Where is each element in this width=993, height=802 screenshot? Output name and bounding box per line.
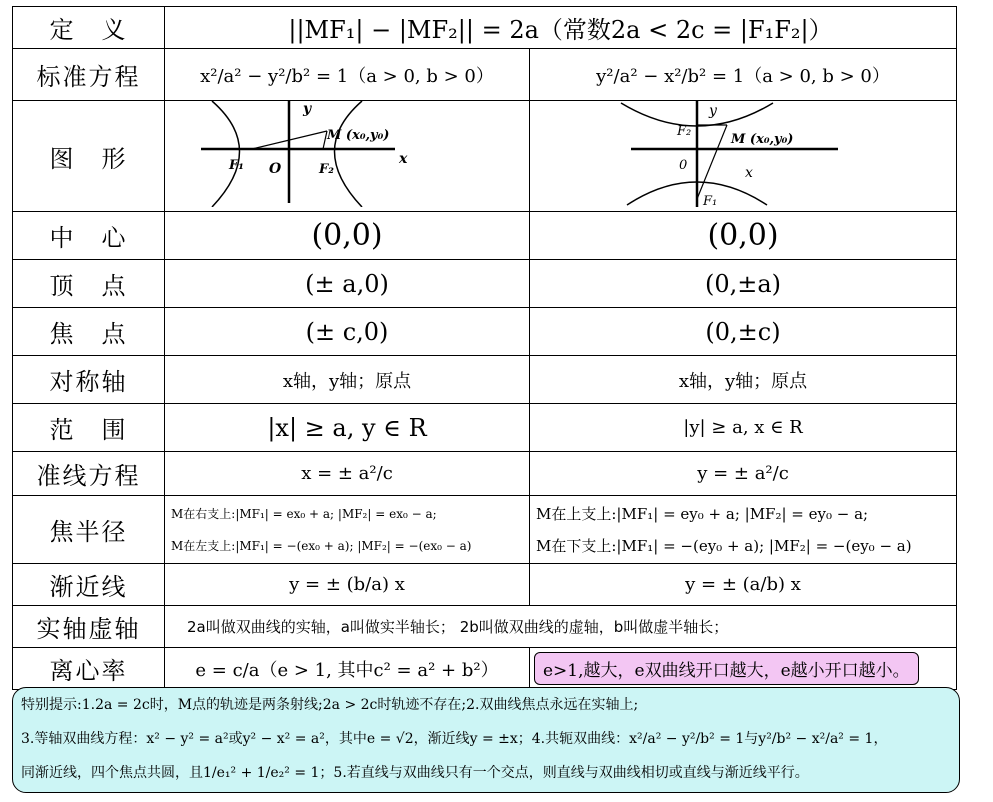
label-f2: F₂ <box>677 124 692 139</box>
segment-mf1 <box>697 125 727 199</box>
standard-equation-right: y²/a² − x²/b² = 1（a > 0, b > 0） <box>530 49 957 101</box>
hyperbola-horizontal-graph <box>177 101 517 207</box>
graph-left-cell <box>165 101 530 212</box>
vertex-right: (0,±a) <box>530 260 957 308</box>
row-directrix <box>13 452 957 496</box>
focal-radius-left-line1: M在右支上:|MF₁| = ex₀ + a; |MF₂| = ex₀ − a; <box>171 506 437 521</box>
hyperbola-properties-table <box>12 6 957 690</box>
row-focus <box>13 308 957 356</box>
tip-line-3: 同渐近线，四个焦点共圆，且1/e₁² + 1/e₂² = 1；5.若直线与双曲线只有一个交点，则直线与双曲线相切或直线与渐近线平行。 <box>21 765 809 781</box>
standard-equation-left: x²/a² − y²/b² = 1（a > 0, b > 0） <box>165 49 530 101</box>
left-branch <box>212 101 240 207</box>
asymptote-left: y = ± (b/a) x <box>165 564 530 606</box>
symmetry-right: x轴，y轴；原点 <box>530 356 957 404</box>
row-eccentricity <box>13 648 957 690</box>
label-x: x <box>399 151 408 167</box>
label-origin: O <box>269 161 282 177</box>
asymptote-right: y = ± (a/b) x <box>530 564 957 606</box>
axes-description: 2a叫做双曲线的实轴，a叫做实半轴长； 2b叫做双曲线的虚轴，b叫做虚半轴长； <box>165 606 957 648</box>
symmetry-left: x轴，y轴；原点 <box>165 356 530 404</box>
label-point-m: M (x₀,y₀) <box>327 128 390 143</box>
focal-radius-right-line1: M在上支上:|MF₁| = ey₀ + a; |MF₂| = ey₀ − a; <box>536 504 869 523</box>
label-x: x <box>745 165 753 181</box>
label-focal-radius: 焦半径 <box>13 496 165 564</box>
eccentricity-note-cell <box>530 648 957 690</box>
vertex-left: (± a,0) <box>165 260 530 308</box>
label-f1: F₁ <box>229 158 244 173</box>
focal-radius-left <box>165 496 530 564</box>
row-definition <box>13 7 957 49</box>
tip-line-1: 特别提示:1.2a = 2c时，M点的轨迹是两条射线;2a > 2c时轨迹不存在;2.双曲线焦点永远在实轴上; <box>21 697 639 713</box>
label-axes: 实轴虚轴 <box>13 606 165 648</box>
row-asymptote <box>13 564 957 606</box>
directrix-left: x = ± a²/c <box>165 452 530 496</box>
center-right: (0,0) <box>530 212 957 260</box>
label-definition: 定 义 <box>13 7 165 49</box>
right-branch <box>335 101 363 207</box>
center-left: (0,0) <box>165 212 530 260</box>
label-asymptote: 渐近线 <box>13 564 165 606</box>
label-eccentricity: 离心率 <box>13 648 165 690</box>
focus-right: (0,±c) <box>530 308 957 356</box>
label-directrix: 准线方程 <box>13 452 165 496</box>
label-point-m: M (x₀,y₀) <box>731 132 794 147</box>
row-axes <box>13 606 957 648</box>
row-vertex <box>13 260 957 308</box>
range-right: |y| ≥ a, x ∈ R <box>530 404 957 452</box>
special-tips-box <box>12 687 960 793</box>
definition-formula: ||MF₁| − |MF₂|| = 2a（常数2a < 2c = |F₁F₂|） <box>165 7 957 49</box>
focus-left: (± c,0) <box>165 308 530 356</box>
tip-line-2: 3.等轴双曲线方程：x² − y² = a²或y² − x² = a²，其中e = √2，渐近线y = ±x；4.共轭双曲线：x²/a² − y²/b² = 1与y²/b² − x²/a² = 1， <box>21 731 888 747</box>
label-range: 范 围 <box>13 404 165 452</box>
label-origin: 0 <box>679 158 688 173</box>
label-focus: 焦 点 <box>13 308 165 356</box>
label-symmetry: 对称轴 <box>13 356 165 404</box>
label-center: 中 心 <box>13 212 165 260</box>
focal-radius-left-line2: M在左支上:|MF₁| = −(ex₀ + a); |MF₂| = −(ex₀ − a) <box>171 538 472 553</box>
focal-radius-right-line2: M在下支上:|MF₁| = −(ey₀ + a); |MF₂| = −(ey₀ − a) <box>536 536 912 555</box>
graph-right-cell <box>530 101 957 212</box>
focal-radius-right <box>530 496 957 564</box>
label-vertex: 顶 点 <box>13 260 165 308</box>
row-range <box>13 404 957 452</box>
range-left: |x| ≥ a, y ∈ R <box>165 404 530 452</box>
label-f2: F₂ <box>319 162 334 177</box>
row-graph <box>13 101 957 212</box>
row-center <box>13 212 957 260</box>
label-f1: F₁ <box>703 194 718 207</box>
row-focal-radius <box>13 496 957 564</box>
label-standard-equation: 标准方程 <box>13 49 165 101</box>
label-y: y <box>303 101 312 117</box>
row-standard-equation <box>13 49 957 101</box>
hyperbola-vertical-graph <box>533 101 953 207</box>
eccentricity-note: e>1,越大，e双曲线开口越大，e越小开口越小。 <box>534 652 919 685</box>
eccentricity-formula: e = c/a（e > 1, 其中c² = a² + b²） <box>165 648 530 690</box>
label-y: y <box>709 103 717 119</box>
directrix-right: y = ± a²/c <box>530 452 957 496</box>
label-graph: 图 形 <box>13 101 165 212</box>
row-symmetry <box>13 356 957 404</box>
